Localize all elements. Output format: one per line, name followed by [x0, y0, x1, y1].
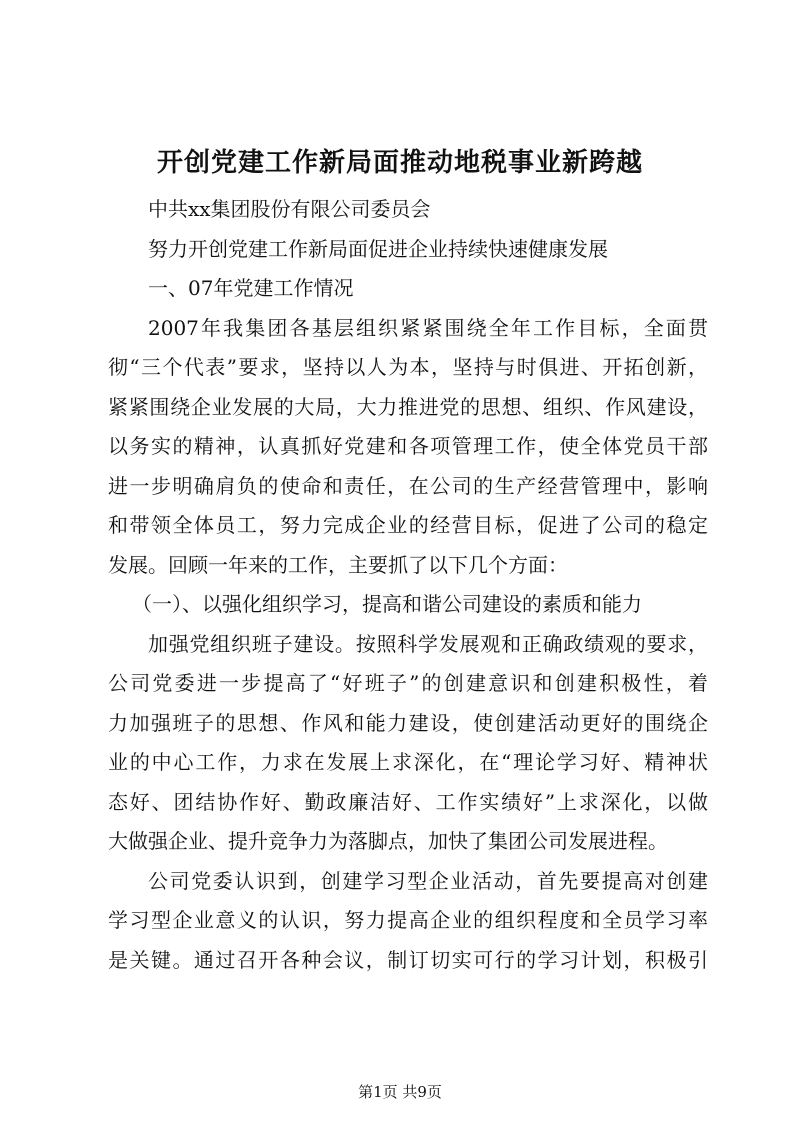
paragraph-line: 彻“三个代表”要求，坚持以人为本，坚持与时俱进、开拓创新，: [108, 355, 708, 379]
paragraph-line: 加强党组织班子建设。按照科学发展观和正确政绩观的要求，: [148, 631, 708, 656]
paragraph-line: 业的中心工作，力求在发展上求深化，在“理论学习好、精神状: [108, 750, 708, 774]
org-line: 中共xx集团股份有限公司委员会: [148, 197, 431, 221]
subsection-heading: （一）、以强化组织学习，提高和谐公司建设的素质和能力: [132, 592, 642, 616]
paragraph-line: 进一步明确肩负的使命和责任，在公司的生产经营管理中，影响: [108, 473, 708, 498]
paragraph-line: 2007年我集团各基层组织紧紧围绕全年工作目标，全面贯: [148, 315, 708, 340]
paragraph-line: 以务实的精神，认真抓好党建和各项管理工作，使全体党员干部: [108, 434, 708, 458]
paragraph-line: 大做强企业、提升竞争力为落脚点，加快了集团公司发展进程。: [108, 829, 668, 853]
paragraph-line: 公司党委进一步提高了“好班子”的创建意识和创建积极性，着: [108, 671, 708, 695]
section-heading: 一、07年党建工作情况: [148, 276, 354, 300]
paragraph-line: 是关键。通过召开各种会议，制订切实可行的学习计划，积极引: [108, 947, 708, 972]
paragraph-line: 力加强班子的思想、作风和能力建设，使创建活动更好的围绕企: [108, 710, 708, 735]
paragraph-line: 发展。回顾一年来的工作，主要抓了以下几个方面：: [108, 552, 568, 577]
paragraph-line: 和带领全体员工，努力完成企业的经营目标，促进了公司的稳定: [108, 513, 708, 537]
page-number-footer: 第1页 共9页: [358, 1083, 442, 1101]
document-subtitle: 努力开创党建工作新局面促进企业持续快速健康发展: [148, 236, 608, 261]
paragraph-line: 紧紧围绕企业发展的大局，大力推进党的思想、组织、作风建设，: [108, 394, 708, 419]
paragraph-line: 态好、团结协作好、勤政廉洁好、工作实绩好”上求深化，以做: [108, 789, 708, 814]
paragraph-line: 公司党委认识到，创建学习型企业活动，首先要提高对创建: [148, 868, 708, 893]
document-title: 开创党建工作新局面推动地税事业新跨越: [156, 148, 643, 178]
paragraph-line: 学习型企业意义的认识，努力提高企业的组织程度和全员学习率: [108, 908, 708, 932]
document-body: [108, 190, 708, 980]
